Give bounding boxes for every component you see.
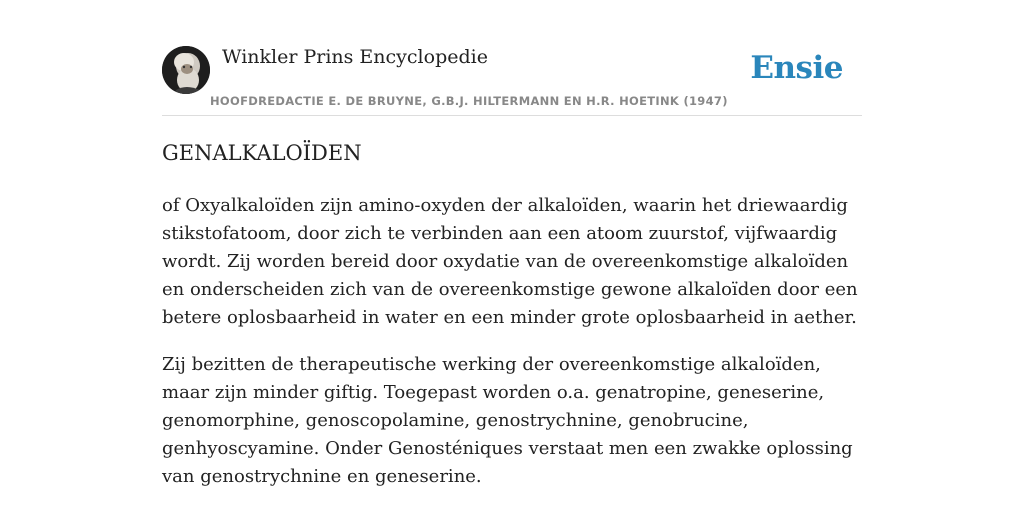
site-title[interactable]: Winkler Prins Encyclopedie	[222, 46, 488, 68]
article-body	[162, 192, 862, 510]
brand-logo[interactable]: Ensie	[750, 50, 843, 86]
page-container	[162, 0, 862, 487]
editors-subtitle: HOOFDREDACTIE E. DE BRUYNE, G.B.J. HILTERMANN EN H.R. HOETINK (1947)	[210, 94, 728, 108]
portrait-photo-icon	[162, 46, 210, 94]
article-paragraph: Zij bezitten de therapeutische werking der overeenkomstige alkaloïden, maar zijn minder giftig. Toegepast worden o.a. genatropine, geneserine, genomorphine, genoscopolamine, genostrychnine, genobrucine, genhyoscyamine. Onder Genosténiques verstaat men een zwakke oplossing van genostrychnine en geneserine.	[162, 354, 853, 487]
article-headword: GENALKALOÏDEN	[162, 141, 362, 165]
avatar[interactable]	[162, 46, 210, 94]
article-paragraph: of Oxyalkaloïden zijn amino-oxyden der alkaloïden, waarin het driewaardig stikstofatoom, door zich te verbinden aan een atoom zuurstof, vijfwaardig wordt. Zij worden bereid door oxydatie van de overeenkomstige alkaloïden en onderscheiden zich van de overeenkomstige gewone alkaloïden door een betere oplosbaarheid in water en een minder grote oplosbaarheid in aether.	[162, 195, 858, 328]
site-header	[162, 0, 862, 116]
